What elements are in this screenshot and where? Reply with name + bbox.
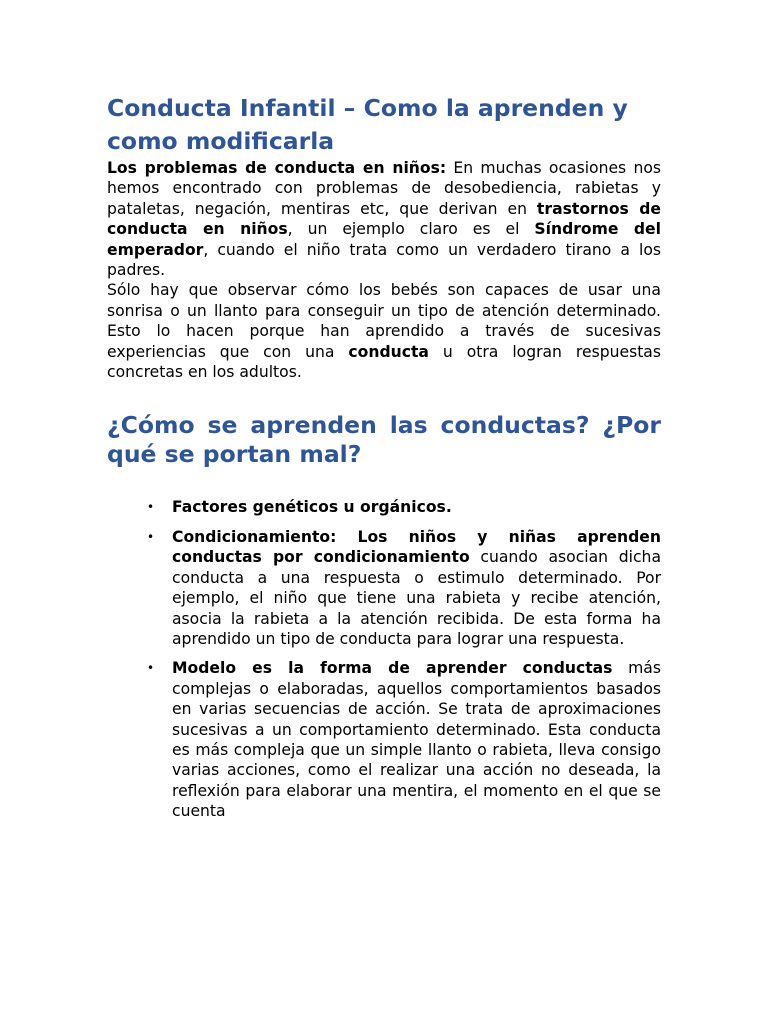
paragraph-text: , cuando el niño trata como un verdadero tirano a los padres. [107,240,661,280]
list-item [107,497,661,517]
page-title: Conducta Infantil – Como la aprenden y como modificarla [107,94,628,155]
bullet-icon: • [147,529,155,544]
list-item-bold: Condicionamiento: Los niños y niñas aprenden conductas por condicionamiento [172,527,661,567]
list-item-text: más complejas o elaboradas, aquellos comportamientos basados en varias secuencias de acción. Se trata de aproximaciones sucesivas a un comportamiento determinado. Esta conducta es más compleja que un simple llanto o rabieta, lleva consigo varias acciones, como el realizar una acción no deseada, la reflexión para elaborar una mentira, el momento en el que se cuenta [172,659,661,821]
bullet-icon: • [147,661,155,676]
list-item-text: cuando asocian dicha conducta a una respuesta o estimulo determinado. Por ejemplo, el niño que tiene una rabieta y recibe atención, asocia la rabieta a la atención recibida. De esta forma ha aprendido un tipo de conducta para lograr una respuesta. [172,548,661,648]
paragraph-text: , un ejemplo claro es el [287,220,535,239]
factors-list [107,497,661,821]
document-page [107,92,661,831]
paragraph-text: Sólo hay que observar cómo los bebés son capaces de usar una sonrisa o un llanto para conseguir un tipo de atención determinado. Esto lo hacen porque han aprendido a través de sucesivas experiencias que con una [107,281,661,361]
paragraph-text: En muchas ocasiones nos hemos encontrado con problemas de desobediencia, rabietas y pataletas, negación, mentiras etc, que derivan en [107,159,661,218]
list-item [107,658,661,821]
list-item [107,527,661,649]
paragraph-bebes [107,280,661,382]
section-heading: ¿Cómo se aprenden las conductas? ¿Por qué se portan mal? [107,411,661,469]
bullet-icon: • [147,500,155,515]
bold-lead-problemas: Los problemas de conducta en niños: [107,159,447,177]
paragraph-problemas [107,158,661,280]
bold-sindrome: Síndrome del emperador [107,220,661,259]
list-item-bold: Factores genéticos u orgánicos. [172,498,452,517]
paragraph-text: u otra logran respuestas concretas en los adultos. [107,342,661,382]
bold-trastornos: trastornos de conducta en niños [107,199,661,239]
list-item-bold: Modelo es la forma de aprender conductas [172,659,613,678]
bold-conducta: conducta [348,342,429,361]
